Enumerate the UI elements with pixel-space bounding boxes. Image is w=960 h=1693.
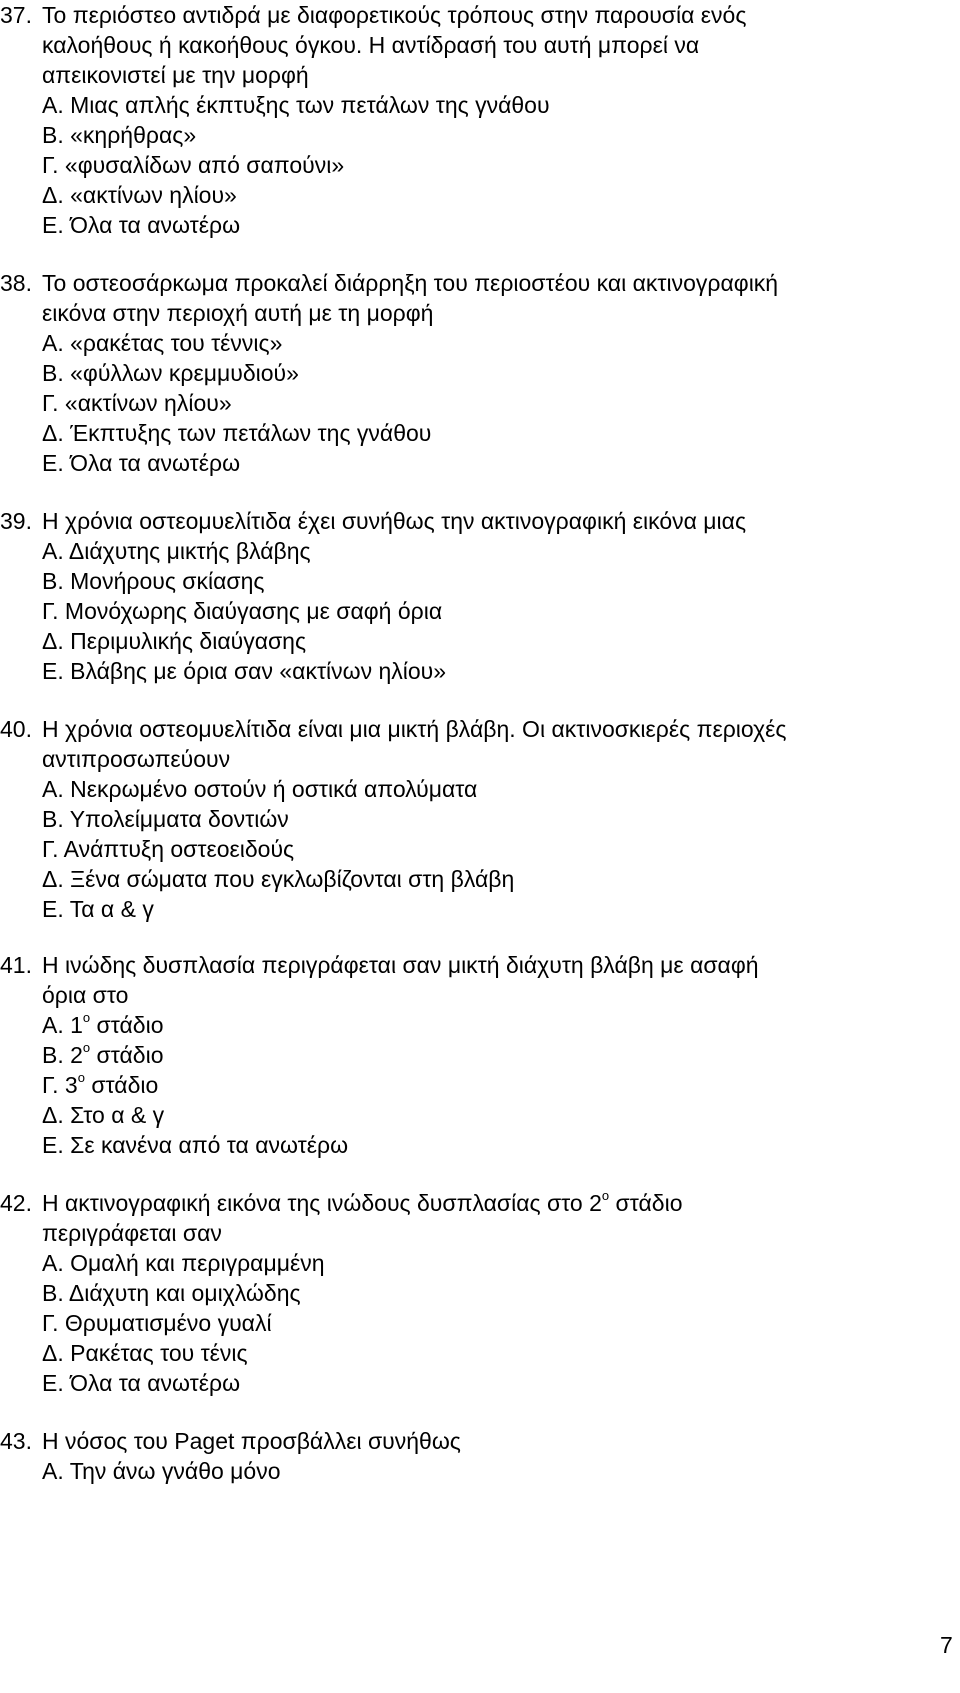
answer-option: Γ. Ανάπτυξη οστεοειδούς: [42, 836, 295, 862]
question-stem-line: Το οστεοσάρκωμα προκαλεί διάρρηξη του περιοστέου και ακτινογραφική: [42, 270, 779, 296]
question-number: 42.: [0, 1190, 32, 1216]
question-number: 37.: [0, 2, 32, 28]
question-stem-line: απεικονιστεί με την μορφή: [42, 62, 309, 88]
answer-option: Α. Την άνω γνάθο μόνο: [42, 1458, 281, 1484]
answer-option: Γ. $3^o$ στάδιο: [42, 1070, 159, 1098]
answer-option: Β. Διάχυτη και ομιχλώδης: [42, 1280, 301, 1306]
question-number: 40.: [0, 716, 32, 742]
question-number: 41.: [0, 952, 32, 978]
answer-option: Α. Ομαλή και περιγραμμένη: [42, 1250, 325, 1276]
answer-option: Γ. Θρυματισμένο γυαλί: [42, 1310, 272, 1336]
question-stem-line: αντιπροσωπεύουν: [42, 746, 231, 772]
question-stem-line: καλοήθους ή κακοήθους όγκου. Η αντίδρασή του αυτή μπορεί να: [42, 32, 700, 58]
answer-option: Γ. «ακτίνων ηλίου»: [42, 390, 232, 416]
answer-option: Ε. Βλάβης με όρια σαν «ακτίνων ηλίου»: [42, 658, 447, 684]
answer-option: Α. «ρακέτας του τέννις»: [42, 330, 283, 356]
answer-option: Γ. «φυσαλίδων από σαπούνι»: [42, 152, 345, 178]
answer-option: Δ. Ξένα σώματα που εγκλωβίζονται στη βλάβη: [42, 866, 515, 892]
answer-option: Ε. Όλα τα ανωτέρω: [42, 212, 241, 238]
question-stem-line: Η ακτινογραφική εικόνα της ινώδους δυσπλασίας στο $2^o$ στάδιο: [42, 1188, 683, 1216]
answer-option: Ε. Όλα τα ανωτέρω: [42, 450, 241, 476]
question-stem-line: Η χρόνια οστεομυελίτιδα έχει συνήθως την ακτινογραφική εικόνα μιας: [42, 508, 747, 534]
answer-option: Δ. Περιμυλικής διαύγασης: [42, 628, 307, 654]
answer-option: Β. $2^o$ στάδιο: [42, 1040, 164, 1068]
answer-option: Γ. Μονόχωρης διαύγασης με σαφή όρια: [42, 598, 443, 624]
question-stem-line: Η χρόνια οστεομυελίτιδα είναι μια μικτή βλάβη. Οι ακτινοσκιερές περιοχές: [42, 716, 787, 742]
answer-option: Ε. Σε κανένα από τα ανωτέρω: [42, 1132, 349, 1158]
answer-option: Ε. Τα α & γ: [42, 896, 154, 922]
answer-option: Α. Διάχυτης μικτής βλάβης: [42, 538, 311, 564]
answer-option: Δ. Έκπτυξης των πετάλων της γνάθου: [42, 420, 432, 446]
question-stem-line: όρια στο: [42, 982, 129, 1008]
answer-option: Β. «κηρήθρας»: [42, 122, 197, 148]
question-number: 38.: [0, 270, 32, 296]
answer-option: Β. «φύλλων κρεμμυδιού»: [42, 360, 299, 386]
question-stem-line: Η ινώδης δυσπλασία περιγράφεται σαν μικτή διάχυτη βλάβη με ασαφή: [42, 952, 759, 978]
answer-option: Δ. Στο α & γ: [42, 1102, 165, 1128]
question-stem-line: Το περιόστεο αντιδρά με διαφορετικούς τρόπους στην παρουσία ενός: [42, 2, 747, 28]
answer-option: Β. Μονήρους σκίασης: [42, 568, 265, 594]
answer-option: Α. Μιας απλής έκπτυξης των πετάλων της γνάθου: [42, 92, 550, 118]
page-number: 7: [940, 1632, 953, 1658]
answer-option: Δ. Ρακέτας του τένις: [42, 1340, 248, 1366]
answer-option: Ε. Όλα τα ανωτέρω: [42, 1370, 241, 1396]
answer-option: Β. Υπολείμματα δοντιών: [42, 806, 289, 832]
answer-option: Δ. «ακτίνων ηλίου»: [42, 182, 237, 208]
question-number: 39.: [0, 508, 32, 534]
question-stem-line: περιγράφεται σαν: [42, 1220, 222, 1246]
question-stem-line: εικόνα στην περιοχή αυτή με τη μορφή: [42, 300, 434, 326]
answer-option: Α. Νεκρωμένο οστούν ή οστικά απολύματα: [42, 776, 478, 802]
answer-option: Α. $1^o$ στάδιο: [42, 1010, 164, 1038]
question-number: 43.: [0, 1428, 32, 1454]
question-stem-line: Η νόσος του Paget προσβάλλει συνήθως: [42, 1428, 461, 1454]
